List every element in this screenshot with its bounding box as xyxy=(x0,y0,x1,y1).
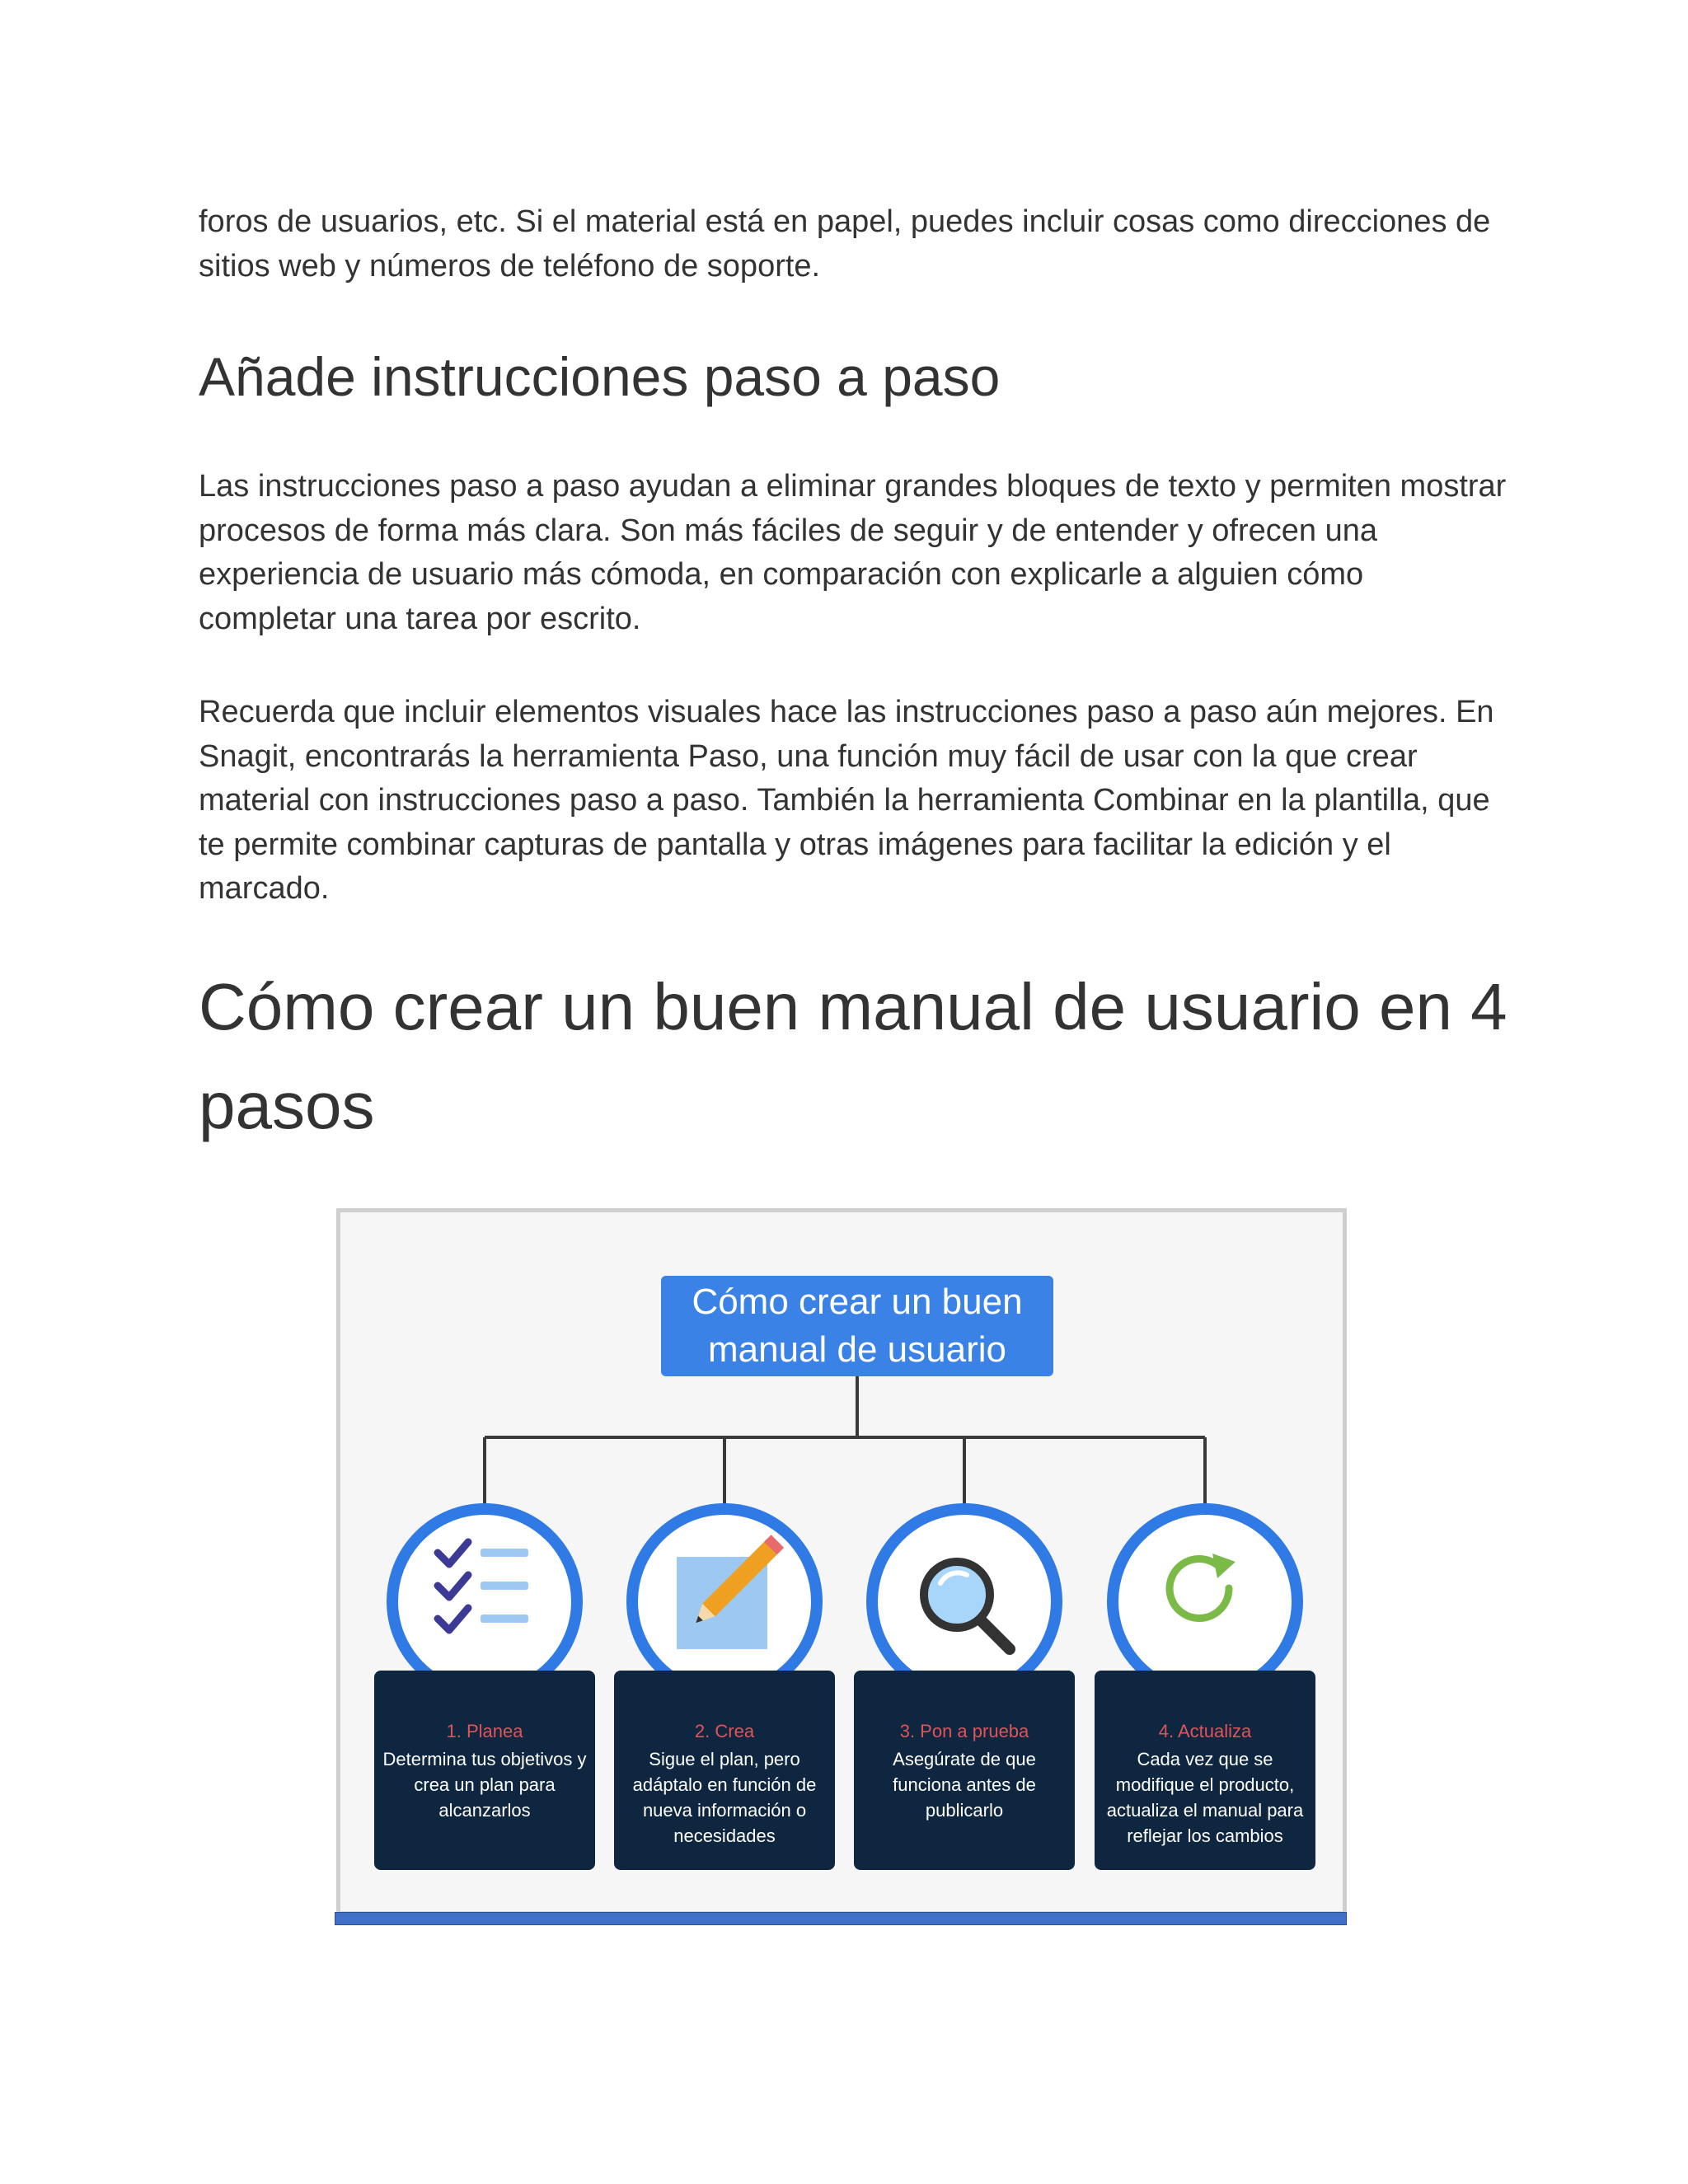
infographic-title xyxy=(661,1276,1053,1376)
main-heading: Cómo crear un buen manual de usuario en 4 pasos xyxy=(199,970,1507,1142)
ring-4 xyxy=(1113,1509,1297,1694)
step-box-crea xyxy=(614,1671,835,1870)
step-description: Cada vez que se modifique el producto, actualiza el manual para reflejar los cambios xyxy=(1106,1749,1304,1846)
infographic xyxy=(336,1208,1347,1915)
paragraph-step-instructions: Las instrucciones paso a paso ayudan a eliminar grandes bloques de texto y permiten mostrar procesos de forma más clara. Son más fáciles de seguir y de entender y ofrecen una experiencia de usuario más cómoda, en comparación con explicarle a alguien cómo completar una tarea por escrito. xyxy=(199,469,1507,636)
step-title: 3. Pon a prueba xyxy=(899,1721,1029,1741)
infographic-title-line-1: Cómo crear un buen xyxy=(692,1282,1023,1322)
step-box-actualiza xyxy=(1095,1671,1315,1870)
intro-paragraph: foros de usuarios, etc. Si el material está en papel, puedes incluir cosas como direcciones de sitios web y números de teléfono de soporte. xyxy=(199,204,1491,284)
step-title: 1. Planea xyxy=(446,1721,523,1741)
step-rings xyxy=(392,1509,1297,1694)
connector-lines xyxy=(485,1376,1205,1509)
image-bottom-bar xyxy=(335,1912,1347,1925)
step-description: Asegúrate de que funciona antes de publicarlo xyxy=(893,1749,1036,1821)
step-description: Determina tus objetivos y crea un plan para alcanzarlos xyxy=(382,1749,587,1821)
step-title: 4. Actualiza xyxy=(1158,1721,1252,1741)
step-description: Sigue el plan, pero adáptalo en función de nueva información o necesidades xyxy=(632,1749,817,1846)
step-box-planea xyxy=(374,1671,595,1870)
paragraph-visual-elements: Recuerda que incluir elementos visuales hace las instrucciones paso a paso aún mejores. En Snagit, encontrarás la herramienta Paso, una función muy fácil de usar con la que crear material con instrucciones paso a paso. También la herramienta Combinar en la plantilla, que te permite combinar capturas de pantalla y otras imágenes para facilitar la edición y el marcado. xyxy=(199,695,1494,906)
ring-1 xyxy=(392,1509,577,1694)
step-title: 2. Crea xyxy=(694,1721,755,1741)
step-box-pon-a-prueba xyxy=(854,1671,1075,1870)
infographic-title-line-2: manual de usuario xyxy=(707,1329,1006,1370)
section-heading: Añade instrucciones paso a paso xyxy=(199,346,1001,407)
